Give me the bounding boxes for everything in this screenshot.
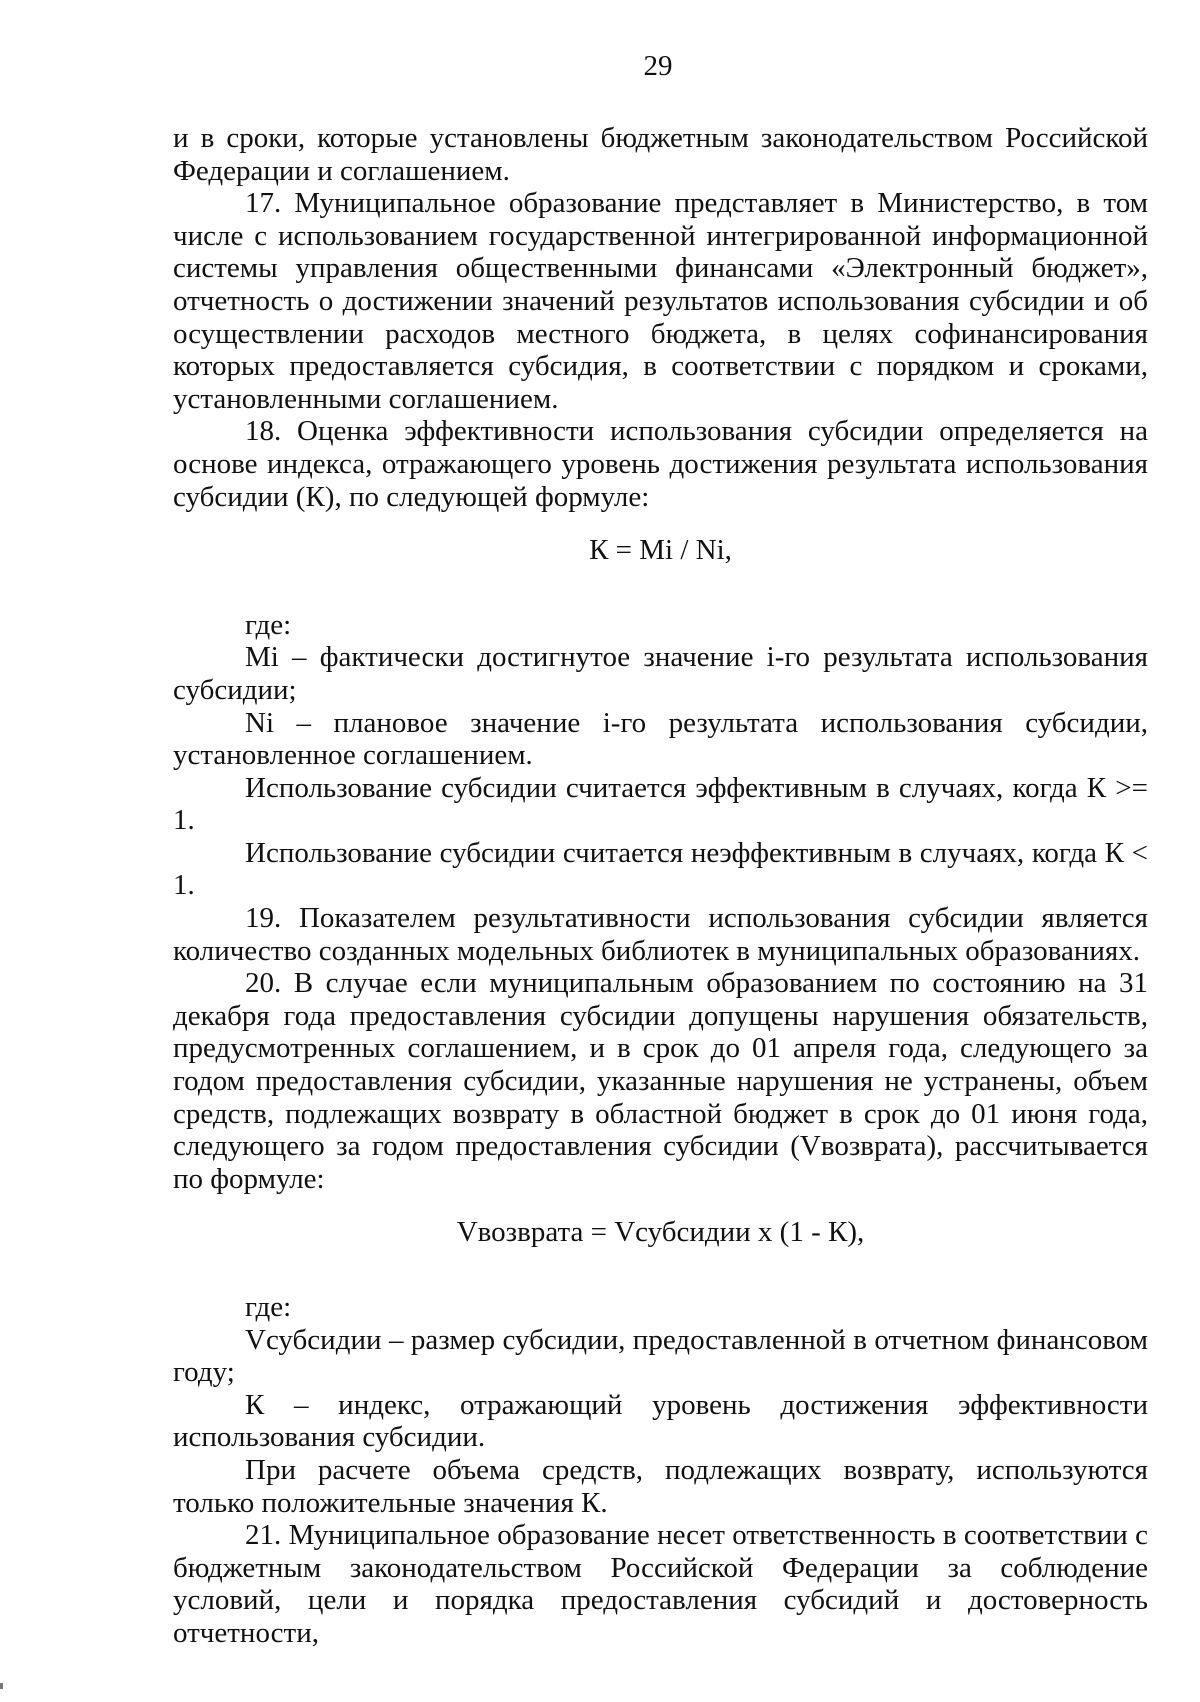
where-label-1: где: (245, 608, 292, 641)
where-label-2: где: (245, 1291, 292, 1323)
effective-condition: Использование субсидии считается эффективным в случаях, когда К >= 1. (173, 771, 1148, 837)
paragraph-19: 19. Показателем результативности использования субсидии является количество созданных модельных библиотек в муниципальных образованиях. (173, 902, 1148, 967)
paragraph-continuation: и в сроки, которые установлены бюджетным законодательством Российской Федерации и соглашением. (173, 122, 1148, 187)
k-definition: К – индекс, отражающий уровень достижения эффективности использования субсидии. (173, 1388, 1148, 1454)
formula-k: К = Mi / Ni, (589, 534, 732, 567)
ni-definition: Ni – плановое значение i-го результата использования субсидии, установленное соглашением. (173, 706, 1148, 772)
positive-values-note: При расчете объема средств, подлежащих возврату, используются только положительные значения К. (173, 1453, 1148, 1519)
formula-return: Vвозврата = Vсубсидии х (1 - К), (456, 1216, 865, 1249)
mi-definition: Mi – фактически достигнутое значение i-го результата использования субсидии; (173, 641, 1148, 706)
vsub-definition: Vсубсидии – размер субсидии, предоставленной в отчетном финансовом году; (173, 1323, 1148, 1389)
page-number: 29 (643, 50, 673, 82)
ineffective-condition: Использование субсидии считается неэффективным в случаях, когда К < 1. (173, 836, 1148, 902)
paragraph-20: 20. В случае если муниципальным образованием по состоянию на 31 декабря года предоставления субсидии допущены нарушения обязательств, предусмотренных соглашением, и в срок до 01 апреля года, следующего за годом предоставления субсидии, указанные нарушения не устранены, объем средств, подлежащих возврату в областной бюджет в срок до 01 июня года, следующего за годом предоставления субсидии (Vвозврата), рассчитывается по формуле: (173, 967, 1148, 1195)
document-body (173, 122, 1148, 1650)
scan-edge-mark (0, 1683, 3, 1689)
paragraph-21: 21. Муниципальное образование несет ответственность в соответствии с бюджетным законодательством Российской Федерации за соблюдение условий, цели и порядка предоставления субсидий и достоверность отчетности, (173, 1519, 1148, 1649)
paragraph-17: 17. Муниципальное образование представляет в Министерство, в том числе с использованием государственной интегрированной информационной системы управления общественными финансами «Электронный бюджет», отчетность о достижении значений результатов использования субсидии и об осуществлении расходов местного бюджета, в целях софинансирования которых предоставляется субсидия, в соответствии с порядком и сроками, установленными соглашением. (173, 187, 1148, 415)
paragraph-18: 18. Оценка эффективности использования субсидии определяется на основе индекса, отражающего уровень достижения результата использования субсидии (К), по следующей формуле: (173, 415, 1148, 513)
